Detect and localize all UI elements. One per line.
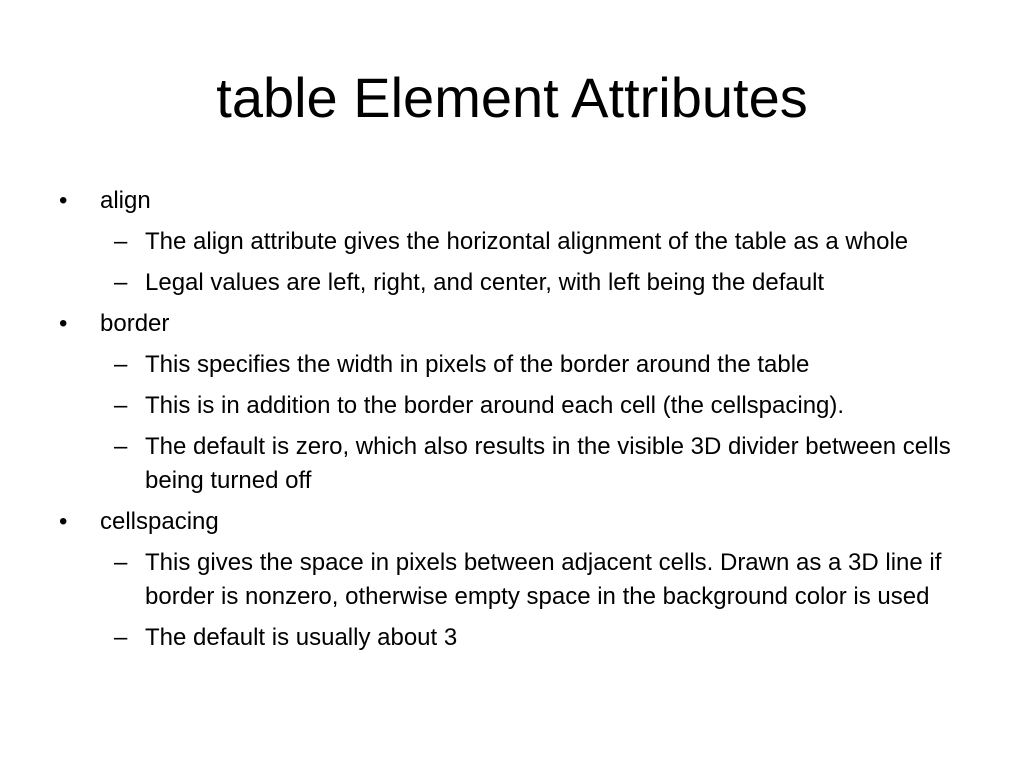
sub-marker: – bbox=[114, 228, 128, 255]
bullet-align bbox=[0, 184, 1024, 218]
bullet-marker: • bbox=[59, 508, 68, 535]
sub-item-text: The default is zero, which also results in the visible 3D divider between cells being turned off bbox=[145, 433, 951, 494]
sub-item-text: This specifies the width in pixels of the border around the table bbox=[145, 351, 810, 378]
slide-title: table Element Attributes bbox=[216, 66, 808, 129]
sub-item-text: Legal values are left, right, and center, with left being the default bbox=[145, 269, 825, 296]
sub-item bbox=[0, 546, 1024, 614]
bullet-label: border bbox=[100, 310, 170, 337]
sub-marker: – bbox=[114, 624, 128, 651]
sub-marker: – bbox=[114, 549, 128, 576]
sub-marker: – bbox=[114, 351, 128, 378]
sub-item bbox=[0, 621, 1024, 655]
bullet-label: cellspacing bbox=[100, 508, 219, 535]
sub-item-text: This gives the space in pixels between adjacent cells. Drawn as a 3D line if border is nonzero, otherwise empty space in the background color is used bbox=[145, 549, 942, 610]
sub-item bbox=[0, 389, 1024, 423]
sub-item-text: The align attribute gives the horizontal alignment of the table as a whole bbox=[145, 228, 909, 255]
sub-item bbox=[0, 348, 1024, 382]
bullet-marker: • bbox=[59, 187, 68, 214]
sub-marker: – bbox=[114, 433, 128, 460]
bullet-border bbox=[0, 307, 1024, 341]
sub-item bbox=[0, 266, 1024, 300]
sub-item bbox=[0, 430, 1024, 498]
bullet-cellspacing bbox=[0, 505, 1024, 539]
slide-content bbox=[0, 184, 1024, 662]
bullet-label: align bbox=[100, 187, 151, 214]
sub-item bbox=[0, 225, 1024, 259]
sub-item-text: This is in addition to the border around each cell (the cellspacing). bbox=[145, 392, 845, 419]
sub-marker: – bbox=[114, 392, 128, 419]
bullet-marker: • bbox=[59, 310, 68, 337]
sub-item-text: The default is usually about 3 bbox=[145, 624, 458, 651]
sub-marker: – bbox=[114, 269, 128, 296]
